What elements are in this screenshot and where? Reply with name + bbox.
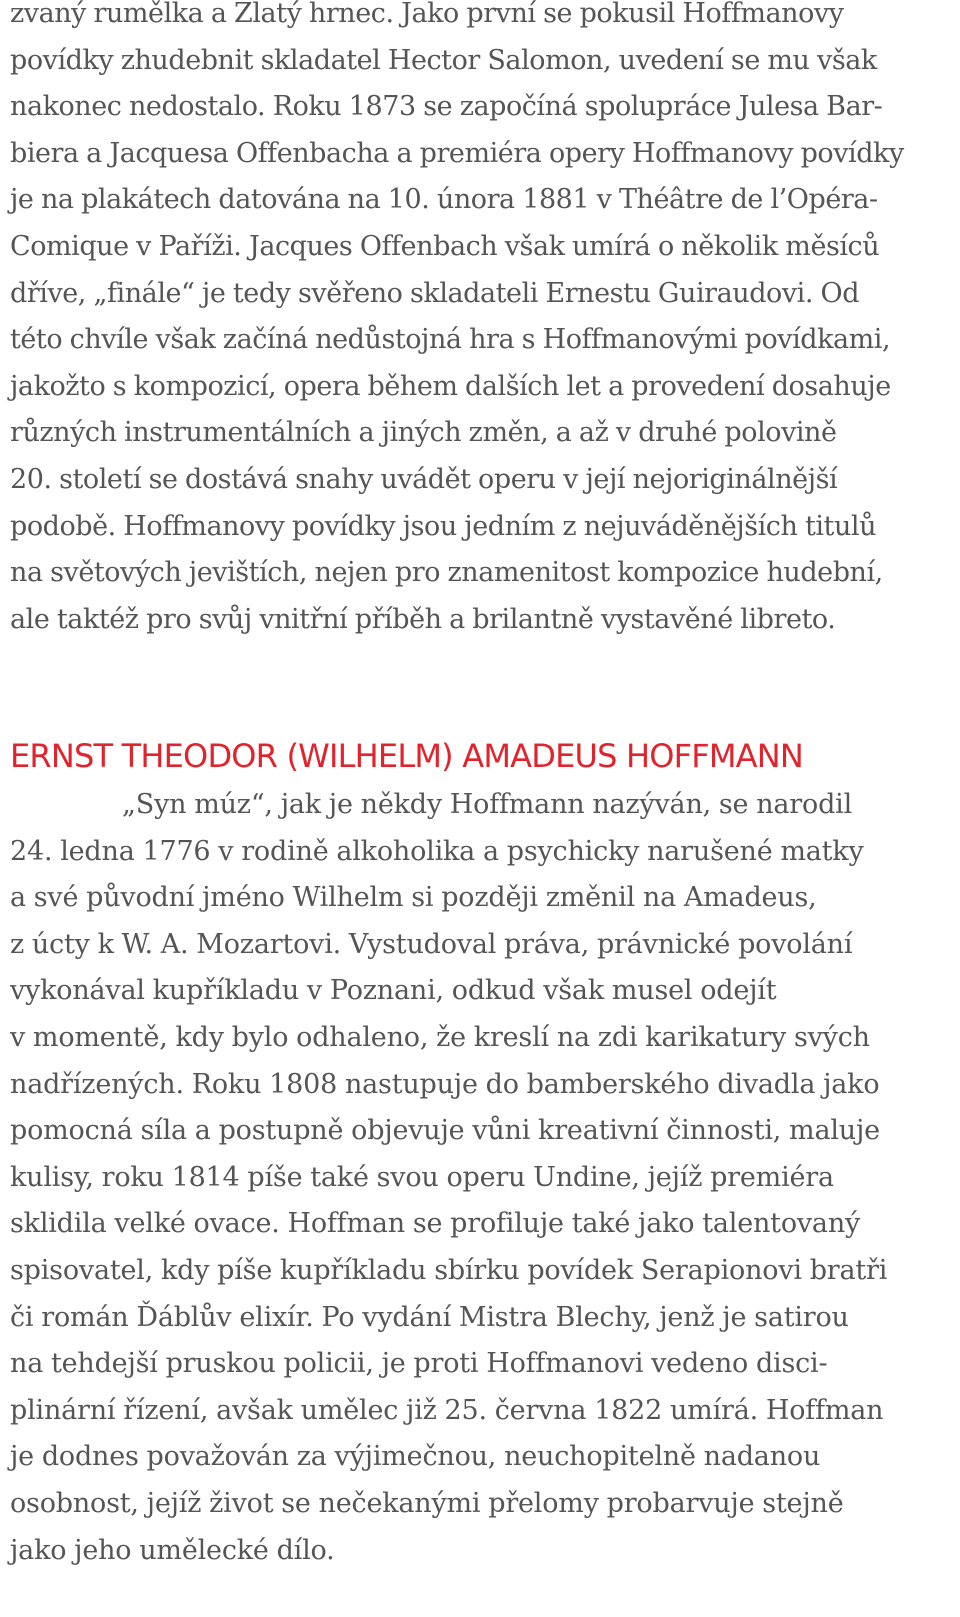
paragraph-hoffmann-biography <box>10 782 887 1574</box>
text-line: jako jeho umělecké dílo. <box>10 1534 335 1566</box>
text-line: dříve, „finále“ je tedy svěřeno skladateli Ernestu Guiraudovi. Od <box>10 277 860 309</box>
text-line: plinární řízení, avšak umělec již 25. června 1822 umírá. Hoffman <box>10 1394 884 1426</box>
text-line: nadřízených. Roku 1808 nastupuje do bamberského divadla jako <box>10 1068 880 1100</box>
text-line: nakonec nedostalo. Roku 1873 se započíná spolupráce Julesa Bar- <box>10 91 883 123</box>
text-line: povídky zhudebnit skladatel Hector Salomon, uvedení se mu však <box>10 44 877 76</box>
text-line: „Syn múz“, jak je někdy Hoffmann nazýván, se narodil <box>122 789 853 820</box>
text-line: je na plakátech datována na 10. února 1881 v Théâtre de l’Opéra- <box>10 184 878 216</box>
text-line: na tehdejší pruskou policii, je proti Hoffmanovi vedeno disci- <box>10 1348 828 1380</box>
text-line: 20. století se dostává snahy uvádět operu v její nejoriginálnější <box>10 463 838 495</box>
paragraph-opera-history <box>10 0 904 643</box>
text-line: na světových jevištích, nejen pro znamenitost kompozice hudební, <box>10 557 883 589</box>
text-line: vykonával kupříkladu v Poznani, odkud však musel odejít <box>10 975 777 1007</box>
text-line: osobnost, jejíž život se nečekanými přelomy probarvuje stejně <box>10 1487 844 1519</box>
text-line: a své původní jméno Wilhelm si později změnil na Amadeus, <box>10 882 817 914</box>
text-line: ale taktéž pro svůj vnitřní příběh a brilantně vystavěné libreto. <box>10 603 836 635</box>
text-line: v momentě, kdy bylo odhaleno, že kreslí na zdi karikatury svých <box>10 1021 870 1053</box>
text-line: sklidila velké ovace. Hoffman se profiluje také jako talentovaný <box>10 1208 861 1240</box>
text-line: pomocná síla a postupně objevuje vůni kreativní činnosti, maluje <box>10 1115 880 1147</box>
text-line: Comique v Paříži. Jacques Offenbach však umírá o několik měsíců <box>10 230 880 262</box>
text-line: je dodnes považován za výjimečnou, neuchopitelně nadanou <box>10 1441 821 1473</box>
text-line: spisovatel, kdy píše kupříkladu sbírku povídek Serapionovi bratři <box>10 1254 888 1286</box>
text-line: kulisy, roku 1814 píše také svou operu Undine, jejíž premiéra <box>10 1161 834 1193</box>
text-line: 24. ledna 1776 v rodině alkoholika a psychicky narušené matky <box>10 835 864 867</box>
text-line: biera a Jacquesa Offenbacha a premiéra opery Hoffmanovy povídky <box>10 137 904 169</box>
section-heading: ERNST THEODOR (WILHELM) AMADEUS HOFFMANN <box>10 737 804 775</box>
text-line: zvaný rumělka a Zlatý hrnec. Jako první se pokusil Hoffmanovy <box>10 0 844 29</box>
text-line: jakožto s kompozicí, opera během dalších let a provedení dosahuje <box>10 370 891 402</box>
text-line: této chvíle však začíná nedůstojná hra s Hoffmanovými povídkami, <box>10 324 891 356</box>
text-line: různých instrumentálních a jiných změn, a až v druhé polovině <box>10 417 837 449</box>
text-line: či román Ďáblův elixír. Po vydání Mistra Blechy, jenž je satirou <box>10 1301 849 1333</box>
text-line: podobě. Hoffmanovy povídky jsou jedním z nejuváděnějších titulů <box>10 510 877 542</box>
text-line: z úcty k W. A. Mozartovi. Vystudoval práva, právnické povolání <box>10 928 853 960</box>
